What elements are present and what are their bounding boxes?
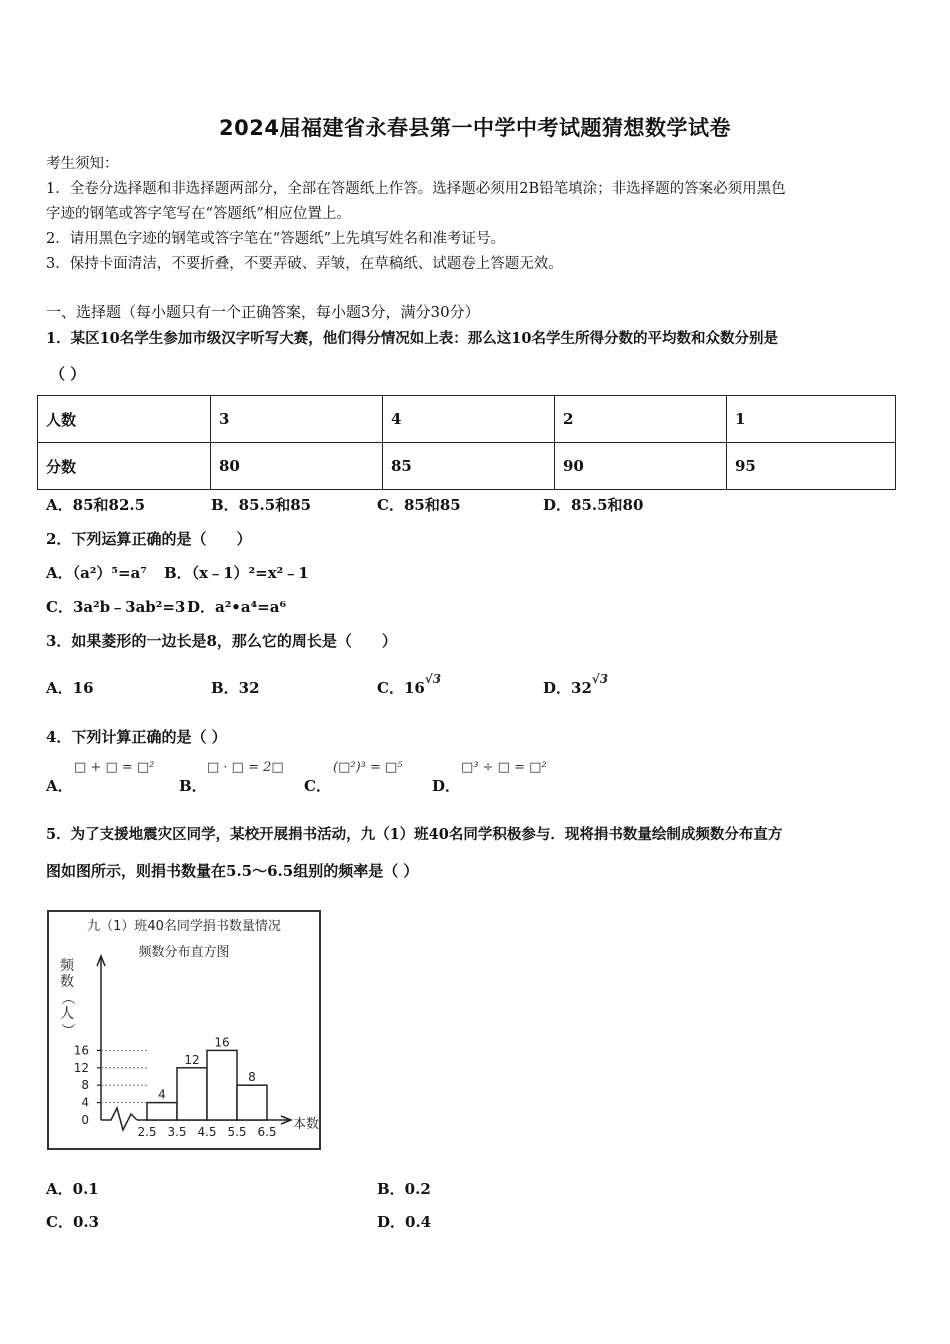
bar-value-label: 4 [158,1087,166,1102]
table-cell: 分数 [38,443,211,490]
q1-option-a: A．85和82.5 [46,496,146,514]
q3-option-d-label: D．32 [543,679,592,697]
score-table [37,395,896,490]
q4-option-a-label: A． [46,777,73,795]
q4-option-a-expr: □ + □ = □² [74,760,155,775]
q5-option-a: A．0.1 [46,1180,99,1198]
q3-option-d [543,672,609,698]
q5-stem-line-2: 图如图所示，则捐书数量在5.5～6.5组别的频率是（ ） [46,862,419,880]
q2-option-b: B．（x﹣1）²=x²﹣1 [164,564,309,582]
q4-option-d-expr: □³ ÷ □ = □² [461,760,547,775]
table-cell: 95 [727,443,896,490]
q3-option-a: A．16 [46,679,94,697]
sqrt3-radical: √3 [424,672,442,686]
table-row [38,443,896,490]
q5-option-d: D．0.4 [377,1213,432,1231]
q4-option-b-expr: □ · □ = 2□ [207,760,284,775]
histogram-bar [207,1050,237,1120]
histogram-bar [237,1085,267,1120]
q2-option-c: C．3a²b﹣3ab²=3 [46,598,186,616]
x-axis-label: 本数 [293,1117,320,1132]
q5-option-c: C．0.3 [46,1213,100,1231]
q3-option-b: B．32 [211,679,260,697]
y-axis-label-char: （ [59,991,75,1005]
notice-heading: 考生须知： [46,156,119,172]
y-axis-label-char: 人 [60,1006,74,1022]
q4-option-b-label: B． [179,777,207,795]
table-cell: 人数 [38,396,211,443]
histogram-bar [147,1103,177,1120]
bar-value-label: 8 [248,1070,256,1085]
y-axis-label-char: 数 [60,974,74,990]
table-cell: 2 [555,396,727,443]
table-cell: 80 [211,443,383,490]
table-cell: 85 [383,443,555,490]
notice-line-3: 2．请用黑色字迹的钢笔或答字笔在“答题纸”上先填写姓名和准考证号。 [46,231,506,247]
q1-option-b: B．85.5和85 [211,496,312,514]
q1-stem: 1．某区10名学生参加市级汉字听写大赛，他们得分情况如上表：那么这10名学生所得分数的平均数和众数分别是 [46,330,778,347]
table-cell: 90 [555,443,727,490]
sqrt3-radical: √3 [591,672,609,686]
notice-line-4: 3．保持卡面清洁，不要折叠，不要弄破、弄皱，在草稿纸、试题卷上答题无效。 [46,256,563,272]
x-tick-label: 6.5 [257,1125,277,1139]
q1-option-c: C．85和85 [377,496,461,514]
histogram-bar [177,1068,207,1120]
q4-option-c-label: C． [304,777,331,795]
q4-option-c-expr: (□²)³ = □⁵ [333,760,403,775]
y-axis-label [59,958,75,1037]
q1-paren: （ ） [50,365,86,383]
notice-line-1: 1．全卷分选择题和非选择题两部分，全部在答题纸上作答。选择题必须用2B铅笔填涂；非选择题的答案必须用黑色 [46,181,786,197]
y-axis-label-char: 频 [60,958,74,974]
y-axis-label-char: ） [59,1023,75,1037]
table-cell: 3 [211,396,383,443]
table-cell: 1 [727,396,896,443]
q3-option-c-label: C．16 [377,679,425,697]
q4-stem: 4．下列计算正确的是（ ） [46,728,227,746]
q3-option-c [377,672,442,698]
chart-subtitle: 频数分布直方图 [138,945,230,960]
x-tick-label: 2.5 [137,1125,157,1139]
y-tick-label: 12 [73,1060,89,1075]
q4-option-d-label: D． [432,777,461,795]
bar-value-label: 12 [184,1052,200,1067]
x-tick-label: 3.5 [167,1125,187,1139]
notice-line-2: 字迹的钢笔或答字笔写在“答题纸”相应位置上。 [46,206,351,222]
y-tick-label: 4 [81,1095,89,1110]
y-tick-label: 0 [81,1113,89,1127]
section-heading: 一、选择题（每小题只有一个正确答案，每小题3分，满分30分） [46,303,480,321]
q3-stem: 3．如果菱形的一边长是8，那么它的周长是（ ） [46,632,397,650]
table-row [38,396,896,443]
q2-stem: 2．下列运算正确的是（ ） [46,530,252,548]
histogram-figure [47,910,323,1156]
x-tick-label: 5.5 [227,1125,247,1139]
q5-option-b: B．0.2 [377,1180,431,1198]
q2-option-d: D．a²•a⁴=a⁶ [187,598,287,616]
q5-stem-line-1: 5．为了支援地震灾区同学，某校开展捐书活动，九（1）班40名同学积极参与．现将捐书数量绘制成频数分布直方 [46,826,783,843]
bar-value-label: 16 [214,1035,230,1050]
y-tick-label: 16 [73,1043,89,1058]
x-tick-label: 4.5 [197,1125,217,1139]
histogram-svg [47,910,323,1152]
table-cell: 4 [383,396,555,443]
q2-option-a: A．（a²）⁵=a⁷ [46,564,147,582]
page-title: 2024届福建省永春县第一中学中考试题猜想数学试卷 [219,116,731,140]
q1-option-d: D．85.5和80 [543,496,644,514]
chart-title: 九（1）班40名同学捐书数量情况 [87,919,281,934]
y-tick-label: 8 [81,1078,89,1093]
